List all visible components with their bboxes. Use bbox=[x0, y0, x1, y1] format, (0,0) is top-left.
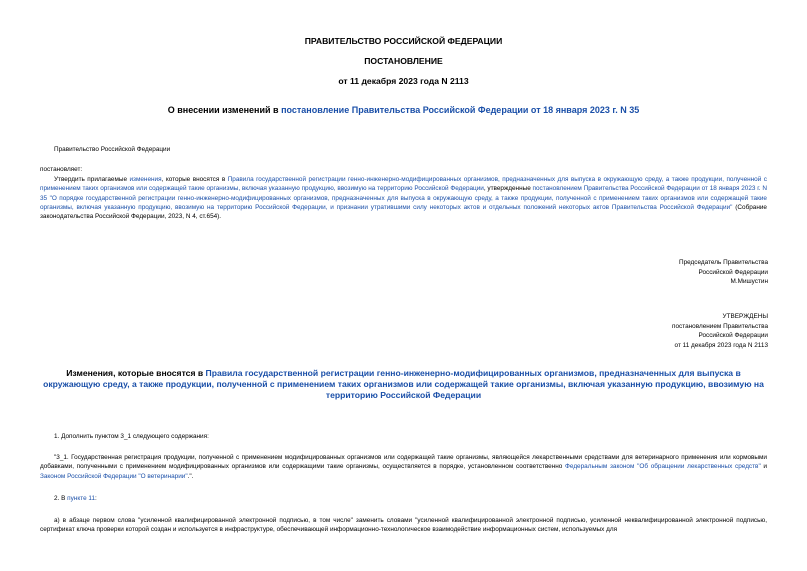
signature-line-2: Российской Федерации bbox=[698, 268, 768, 276]
item-1-quote-text-1: "3_1. Государственная регистрация продукции, полученной с применением модифицированных организмов или содержащей такие организмы, являющейся лекарственными средствами для ветеринарного применения или кормовыми добавками, полученными с применением модифицированных организмов или содержащими такие организмы, осуществляется в порядке, установленном соответственно bbox=[40, 454, 767, 471]
signature-line-3: М.Мишустин bbox=[730, 278, 768, 286]
header-government: ПРАВИТЕЛЬСТВО РОССИЙСКОЙ ФЕДЕРАЦИИ bbox=[304, 36, 503, 46]
item-2 bbox=[54, 495, 97, 504]
approve-text-1: Утвердить прилагаемые bbox=[54, 176, 130, 183]
approved-line-1: УТВЕРЖДЕНЫ bbox=[722, 313, 768, 320]
item-1-quote-link-1[interactable]: Федеральным законом "Об обращении лекарственных средств" bbox=[565, 463, 761, 471]
document-title bbox=[0, 104, 807, 116]
item-2a bbox=[40, 516, 767, 535]
item-2-link[interactable]: пункте 11 bbox=[67, 495, 96, 502]
approve-link-rules[interactable]: Правила государственной регистрации генно-инженерно-модифицированных организмов, предназначенных для выпуска в окружающую среду, а также продукции, полученной с применением таких организмов или содержащей такие организмы, включая указанную продукцию, ввозимую на территорию Российской Федерации bbox=[40, 176, 767, 193]
changes-title bbox=[38, 368, 769, 401]
preamble-resolves: постановляет: bbox=[40, 166, 83, 173]
approve-text-3: , утвержденные bbox=[483, 185, 533, 193]
approve-paragraph bbox=[40, 175, 767, 221]
approve-text-4: (Собрание законодательства Российской Федерации, 2023, N 4, ст.654). bbox=[40, 203, 767, 221]
item-1-quote-link-2[interactable]: Законом Российской Федерации "О ветеринарии" bbox=[40, 472, 188, 480]
item-2-suffix: : bbox=[95, 495, 97, 502]
signature-line-1: Председатель Правительства bbox=[679, 259, 768, 266]
approve-text-2: , которые вносятся в bbox=[161, 176, 228, 183]
title-link[interactable]: постановление Правительства Российской Федерации от 18 января 2023 г. N 35 bbox=[281, 105, 640, 115]
item-1-quote-text-3: .". bbox=[187, 472, 194, 480]
header-doc-type: ПОСТАНОВЛЕНИЕ bbox=[364, 56, 443, 66]
approve-link-resolution[interactable]: постановлением Правительства Российской Федерации от 18 января 2023 г. N 35 "О порядке государственной регистрации генно-инженерно-модифицированных организмов, предназначенных для выпуска в окружающую среду, а также продукции, полученной с применением таких организмов или содержащей такие организмы, включая указанную продукцию, ввозимую на территорию Российской Федерации, и признании утратившими силу некоторых актов и отдельных положений некоторых актов Правительства Российской Федерации" bbox=[40, 185, 767, 211]
approved-line-4: от 11 декабря 2023 года N 2113 bbox=[674, 341, 768, 349]
item-1-quote-text-2: и bbox=[760, 463, 768, 471]
item-1: 1. Дополнить пунктом 3_1 следующего содержания: bbox=[54, 433, 209, 440]
header-date-number: от 11 декабря 2023 года N 2113 bbox=[338, 76, 469, 86]
item-2-prefix: 2. В bbox=[54, 495, 68, 502]
item-1-quote bbox=[40, 453, 767, 481]
approved-line-3: Российской Федерации bbox=[698, 332, 768, 340]
approved-block bbox=[672, 312, 768, 350]
title-prefix: О внесении изменений в bbox=[167, 105, 282, 115]
approved-line-2: постановлением Правительства bbox=[672, 322, 768, 330]
item-2a-text: а) в абзаце первом слова "усиленной квалифицированной электронной подписью, в том числе" заменить словами "усиленной квалифицированной электронной подписью, усиленной неквалифицированной электронной подписью, сертификат ключа проверки которой создан и используется в инфраструктуре, обеспечивающей информационно-технологическое взаимодействие информационных систем, используемых для bbox=[40, 517, 767, 534]
signature-block bbox=[679, 258, 768, 287]
preamble-issuer: Правительство Российской Федерации bbox=[54, 146, 171, 153]
approve-link-changes[interactable]: изменения bbox=[129, 176, 162, 183]
changes-title-link[interactable]: Правила государственной регистрации генно-инженерно-модифицированных организмов, предназначенных для выпуска в окружающую среду, а также продукции, полученной с применением таких организмов или содержащей такие организмы, включая указанную продукцию, ввозимую на территорию Российской Федерации bbox=[43, 368, 764, 400]
changes-title-prefix: Изменения, которые вносятся в bbox=[66, 368, 206, 378]
